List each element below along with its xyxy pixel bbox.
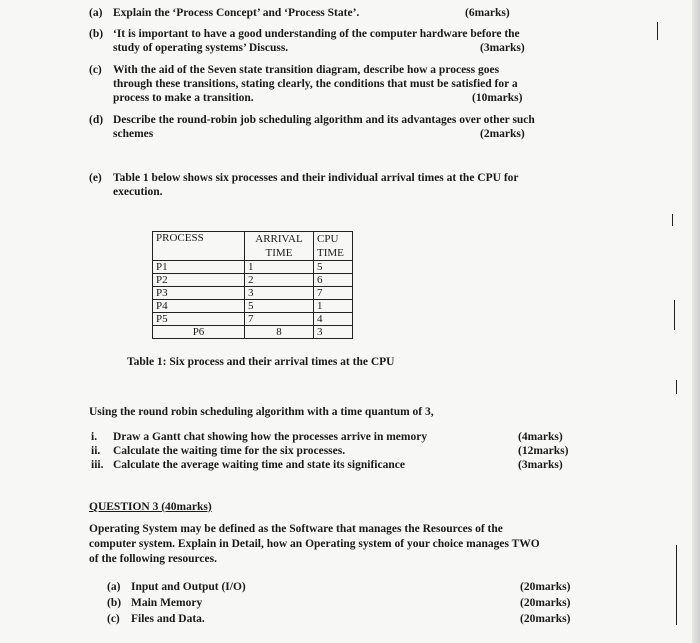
question-c-line2: through these transitions, stating clearly, the conditions that must be satisfied for a [113,78,518,90]
q3-item-c-marks: (20marks) [520,613,571,625]
q3-item-b-text: Main Memory [131,597,203,609]
cell-process: P3 [153,287,245,300]
scan-mark [676,380,677,394]
cell-process: P5 [153,313,245,326]
cell-process: P2 [153,274,245,287]
q3-item-b-marks: (20marks) [520,597,571,609]
rr-item-3-num: iii. [91,459,104,471]
rr-item-3-marks: (3marks) [518,459,563,471]
rr-item-1-marks: (4marks) [518,431,563,443]
question-e-line2: execution. [113,186,163,198]
rr-item-1-num: i. [91,431,98,443]
table-row [153,326,353,339]
question-3-line3: of the following resources. [89,553,217,565]
header-process: PROCESS [153,232,245,261]
rr-item-2-num: ii. [91,445,101,457]
table-row [153,313,353,326]
question-c-label: (c) [89,64,102,76]
q3-item-b-label: (b) [107,597,122,609]
header-arrival: ARRIVAL [245,232,314,247]
question-3-line2: computer system. Explain in Detail, how an Operating system of your choice manages TWO [89,538,540,550]
table-caption: Table 1: Six process and their arrival times at the CPU [127,356,395,368]
q3-item-c-text: Files and Data. [131,613,205,625]
rr-item-1-text: Draw a Gantt chat showing how the processes arrive in memory [113,431,428,443]
question-d-line2: schemes [113,128,154,140]
table-row [153,261,353,274]
question-b-line1: ‘It is important to have a good understanding of the computer hardware before the [113,28,520,40]
question-d-line1: Describe the round-robin job scheduling algorithm and its advantages over other such [113,114,535,126]
q3-item-a-marks: (20marks) [520,581,571,593]
cell-cpu: 1 [314,300,353,313]
cell-process: P6 [153,326,245,339]
question-a-marks: (6marks) [465,7,510,19]
question-b-marks: (3marks) [480,42,525,54]
question-e-line1: Table 1 below shows six processes and their individual arrival times at the CPU for [113,172,519,184]
question-c-line3: process to make a transition. [113,92,254,104]
cell-cpu: 4 [314,313,353,326]
header-cpu-time: TIME [314,246,353,261]
q3-item-a-text: Input and Output (I/O) [131,581,246,593]
question-3-line1: Operating System may be defined as the Software that manages the Resources of the [89,523,503,535]
question-d-label: (d) [89,114,104,126]
cell-cpu: 7 [314,287,353,300]
question-a-text: Explain the ‘Process Concept’ and ‘Process State’. [113,7,360,19]
rr-item-2-marks: (12marks) [518,445,569,457]
question-b-line2: study of operating systems’ Discuss. [113,42,289,54]
cell-arrival: 3 [245,287,314,300]
table-row [153,300,353,313]
cell-arrival: 5 [245,300,314,313]
scan-mark [657,22,658,40]
cell-arrival: 1 [245,261,314,274]
question-b-label: (b) [89,28,104,40]
table-row [153,287,353,300]
cell-arrival: 2 [245,274,314,287]
round-robin-intro: Using the round robin scheduling algorithm with a time quantum of 3, [89,406,434,418]
cell-cpu: 5 [314,261,353,274]
scan-mark [672,214,673,226]
process-table [152,231,353,339]
question-e-label: (e) [89,172,102,184]
page-edge-shadow [692,0,700,643]
cell-process: P1 [153,261,245,274]
header-arrival-time: TIME [245,246,314,261]
table-row [153,274,353,287]
scan-mark [674,300,675,330]
question-d-marks: (2marks) [480,128,525,140]
cell-arrival: 8 [245,326,314,339]
q3-item-a-label: (a) [107,581,121,593]
question-c-line1: With the aid of the Seven state transition diagram, describe how a process goes [113,64,500,76]
question-c-marks: (10marks) [472,92,523,104]
q3-item-c-label: (c) [107,613,120,625]
cell-arrival: 7 [245,313,314,326]
cell-cpu: 6 [314,274,353,287]
question-3-heading: QUESTION 3 (40marks) [89,501,212,513]
cell-process: P4 [153,300,245,313]
scan-mark [676,545,677,625]
question-a-label: (a) [89,7,103,19]
rr-item-3-text: Calculate the average waiting time and state its significance [113,459,405,471]
rr-item-2-text: Calculate the waiting time for the six processes. [113,445,346,457]
header-cpu: CPU [314,232,353,247]
cell-cpu: 3 [314,326,353,339]
